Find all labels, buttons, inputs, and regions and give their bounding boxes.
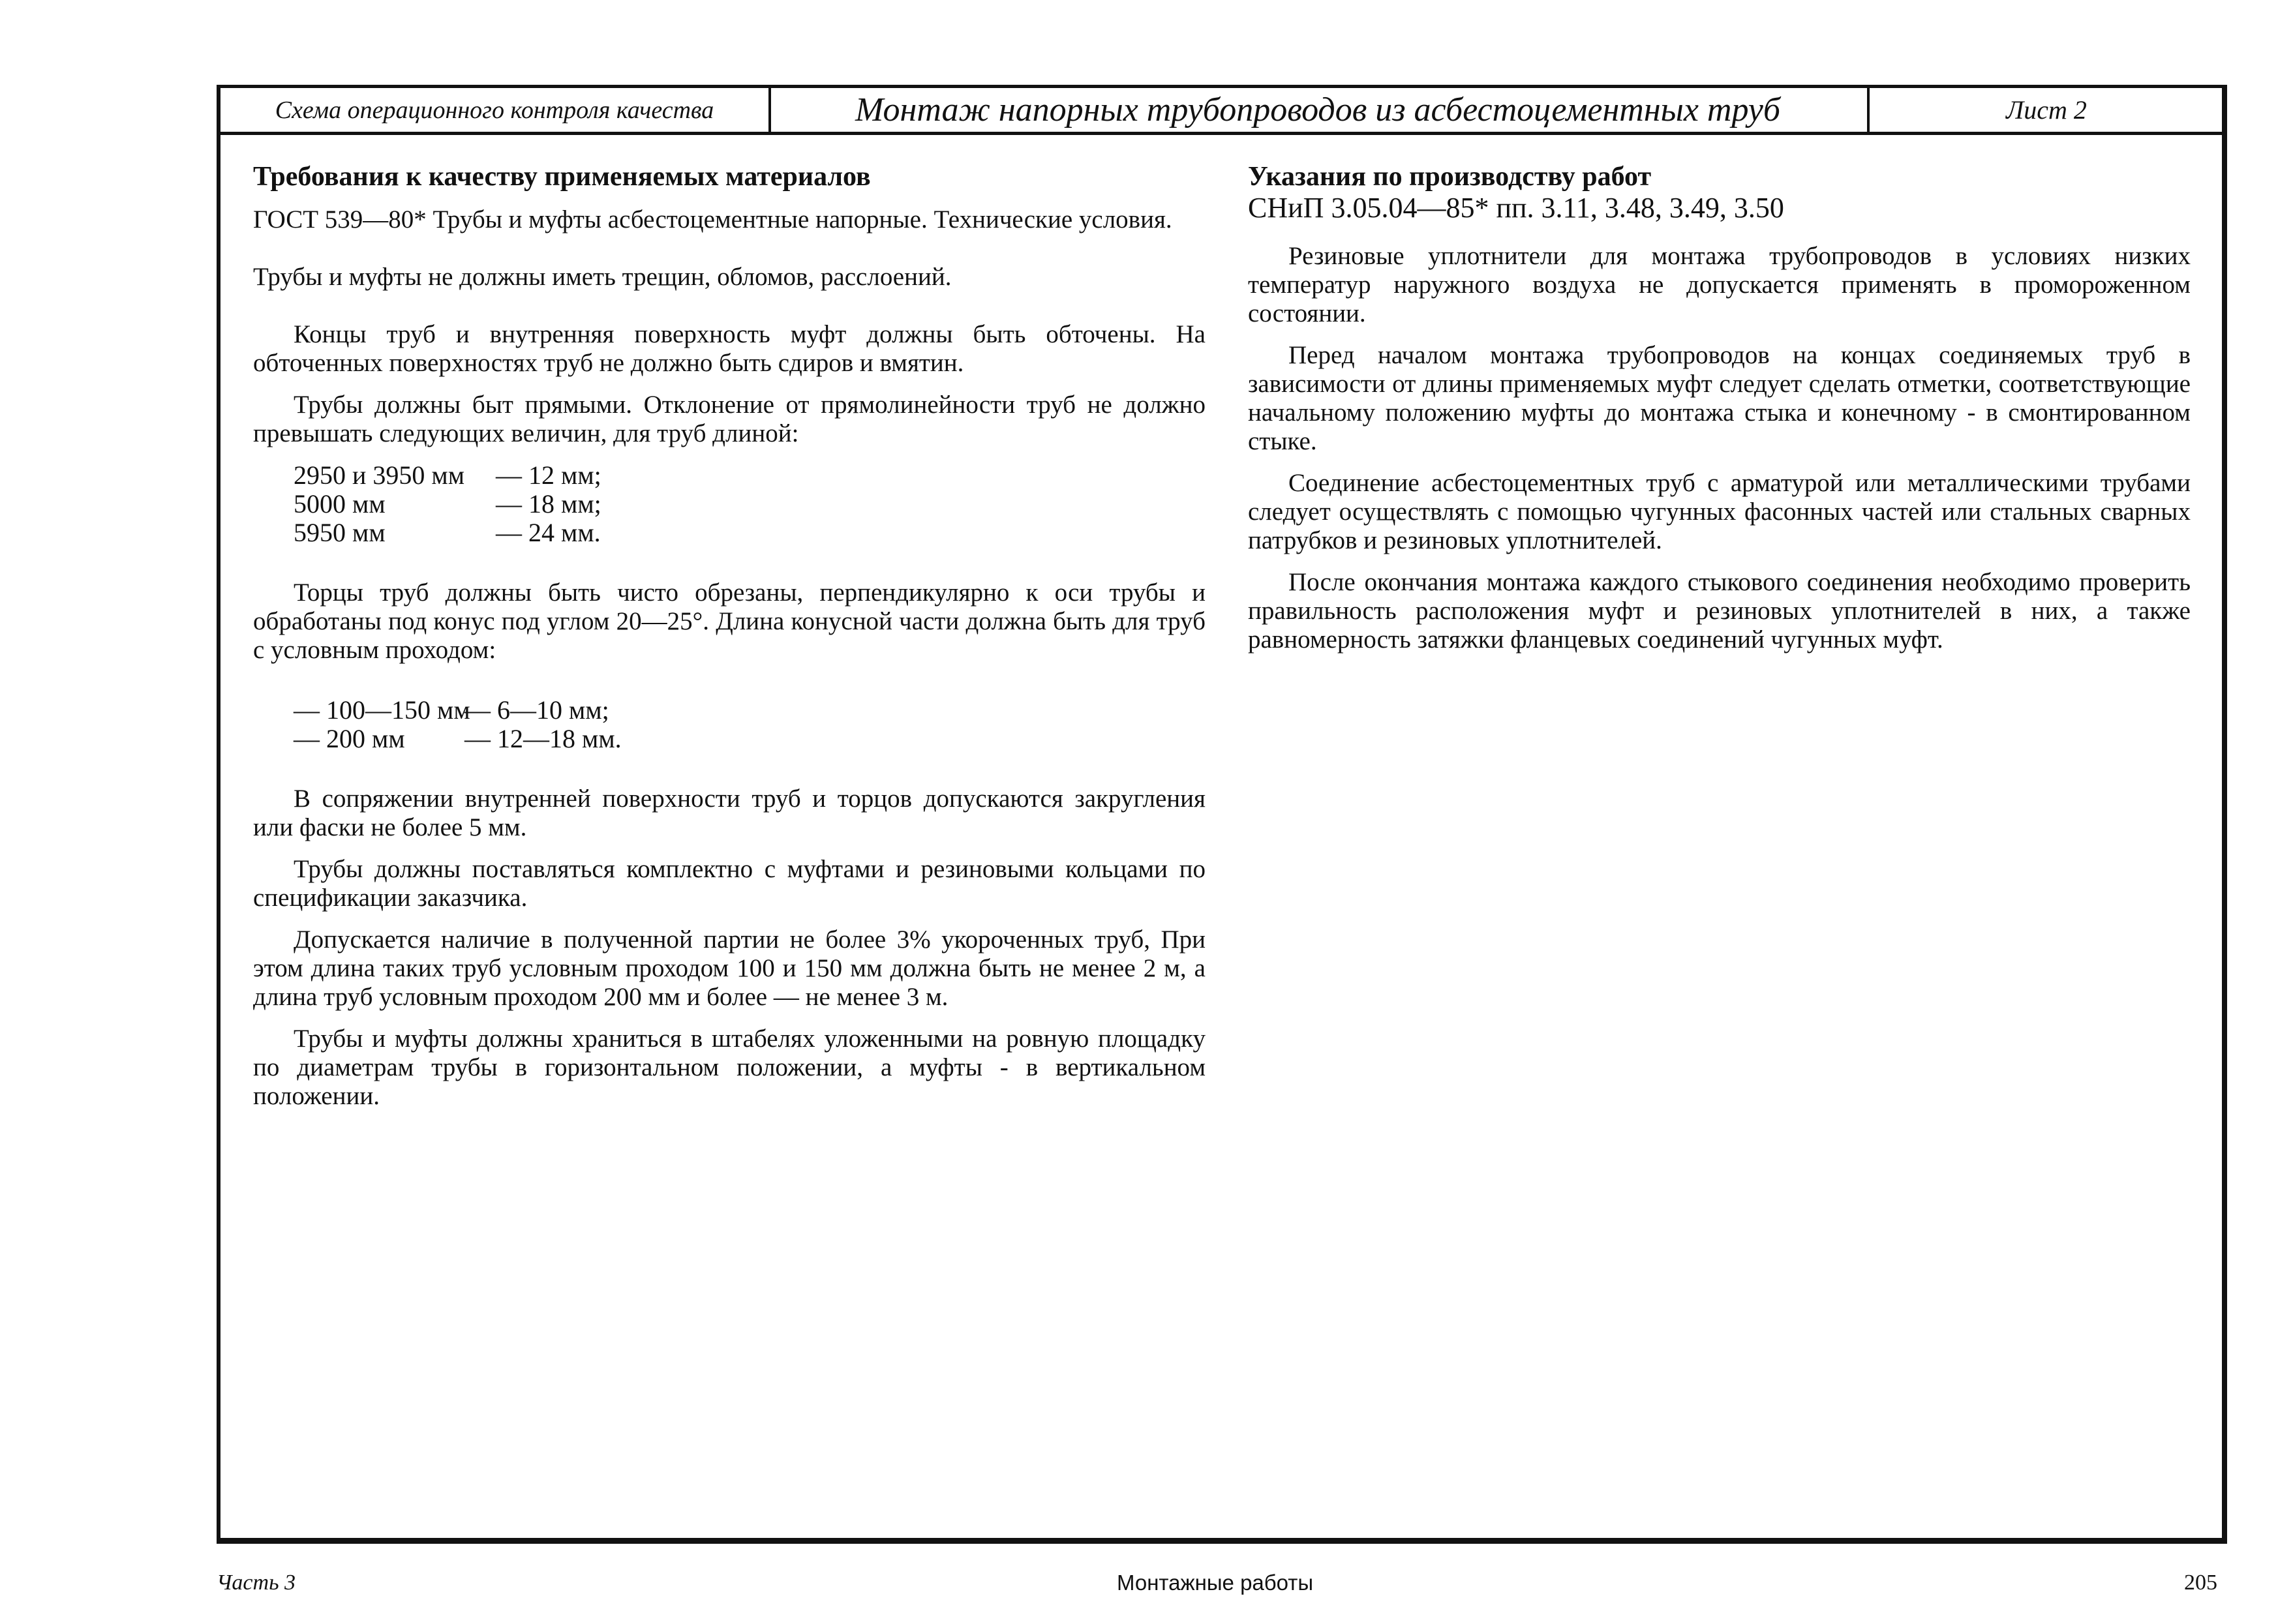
document-frame (217, 85, 2227, 1544)
paragraph: Торцы труб должны быть чисто обрезаны, перпендикулярно к оси трубы и обработаны под конус под углом 20—25°. Длина конусной части должна быть для труб с условным проходом: (253, 579, 1206, 664)
footer-part: Часть 3 (217, 1571, 296, 1595)
list-item (294, 461, 1206, 490)
pipe-length: 5000 мм (294, 489, 386, 519)
cone-length: — 6—10 мм; (464, 695, 609, 725)
pipe-length: 5950 мм (294, 518, 386, 547)
paragraph: Трубы и муфты не должны иметь трещин, обломов, расслоений. (253, 263, 952, 291)
paragraph: Трубы должны поставляться комплектно с муфтами и резиновыми кольцами по спецификации заказчика. (253, 855, 1206, 912)
materials-title: Требования к качеству применяемых материалов (253, 162, 871, 192)
list-item (294, 696, 1206, 725)
tolerance-value: — 24 мм. (496, 518, 601, 547)
paragraph: После окончания монтажа каждого стыкового соединения необходимо проверить правильность расположения муфт и резиновых уплотнителей в них, а также равномерность затяжки фланцевых соединений чугунных муфт. (1248, 568, 2191, 654)
paragraph: Соединение асбестоцементных труб с арматурой или металлическими трубами следует осуществлять с помощью чугунных фасонных частей или стальных сварных патрубков и резиновых уплотнителей. (1248, 469, 2191, 554)
header-title: Монтаж напорных трубопроводов из асбестоцементных труб (855, 91, 1781, 128)
footer-section: Монтажные работы (1117, 1571, 1314, 1595)
paragraph: Трубы и муфты должны храниться в штабелях уложенными на ровную площадку по диаметрам трубы в горизонтальном положении, а муфты - в вертикальном положении. (253, 1025, 1206, 1110)
instructions-title: Указания по производству работ (1248, 162, 1652, 192)
paragraph: Перед началом монтажа трубопроводов на концах соединяемых труб в зависимости от длины применяемых муфт следует сделать отметки, соответствующие начальному положению муфты до монтажа стыка и конечному - в смонтированном стыке. (1248, 341, 2191, 455)
pipe-length: 2950 и 3950 мм (294, 460, 465, 490)
pipe-diameter: — 200 мм (294, 724, 405, 753)
list-item (294, 725, 1206, 753)
paragraph: В сопряжении внутренней поверхности труб и торцов допускаются закругления или фаски не более 5 мм. (253, 785, 1206, 841)
page-number: 205 (2184, 1571, 2217, 1595)
work-instructions-column (1248, 161, 2191, 654)
list-item (294, 490, 1206, 519)
header-sheet-number: Лист 2 (2006, 95, 2087, 125)
pipe-diameter: — 100—150 мм (294, 695, 470, 725)
paragraph: Резиновые уплотнители для монтажа трубопроводов в условиях низких температур наружного воздуха не допускается применять в промороженном состоянии. (1248, 242, 2191, 327)
instructions-snip-reference: СНиП 3.05.04—85* пп. 3.11, 3.48, 3.49, 3.50 (1248, 192, 1784, 224)
materials-requirements-column (253, 161, 1206, 1111)
tolerance-value: — 12 мм; (496, 460, 601, 490)
tolerance-value: — 18 мм; (496, 489, 601, 519)
cone-length-list (253, 696, 1206, 753)
list-item (294, 519, 1206, 547)
header-rule (220, 132, 2222, 135)
header-scheme-label: Схема операционного контроля качества (275, 96, 714, 124)
paragraph: Допускается наличие в полученной партии не более 3% укороченных труб, При этом длина таких труб условным проходом 100 и 150 мм должна быть не менее 2 м, а длина труб условным проходом 200 мм и более — не менее 3 м. (253, 925, 1206, 1011)
paragraph: Трубы должны быт прямыми. Отклонение от прямолинейности труб не должно превышать следующих величин, для труб длиной: (253, 391, 1206, 447)
paragraph: ГОСТ 539—80* Трубы и муфты асбестоцементные напорные. Технические условия. (253, 205, 1172, 233)
straightness-tolerance-list (253, 461, 1206, 547)
paragraph: Концы труб и внутренняя поверхность муфт должны быть обточены. На обточенных поверхностях труб не должно быть сдиров и вмятин. (253, 320, 1206, 377)
cone-length: — 12—18 мм. (464, 724, 622, 753)
